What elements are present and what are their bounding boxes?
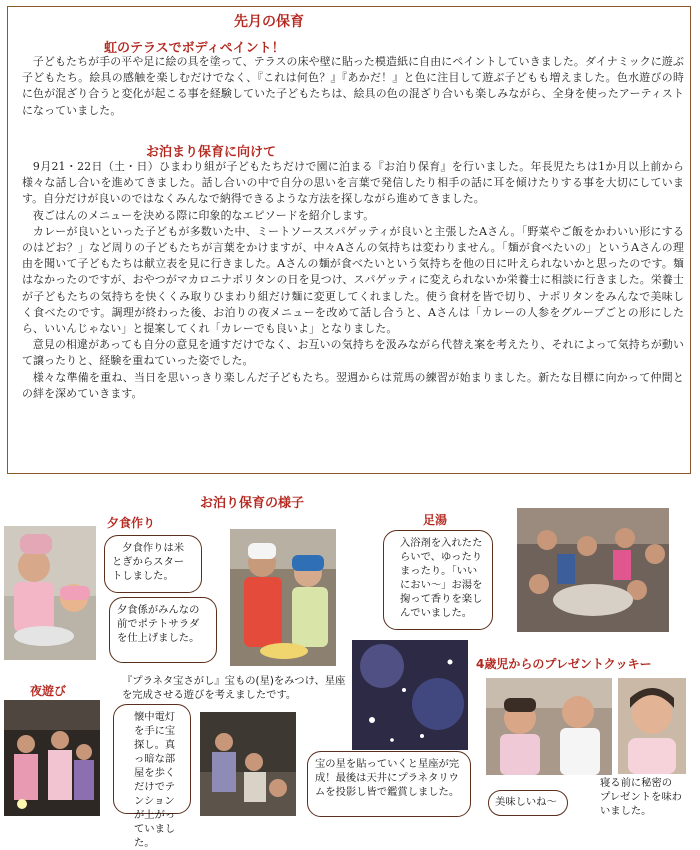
dinner-label: 夕食作り bbox=[107, 516, 156, 530]
section2-paragraph: 9月21・22日（土・日）ひまわり組が子どもたちだけで園に泊まる『お泊り保育』を行いました。年長児たちは1か月以上前から様々な話し合いを進めてきました。話し合いの中で自分の思いを言葉で発信したり相手の話に耳を傾けたりする事を大切にしています。自分だけが良いのではなくみんなで納得できるような方法を探しながら進めてきました。 bbox=[22, 160, 684, 206]
photo-footbath bbox=[517, 508, 669, 632]
dinner-bubble-salad: 夕食係がみんなの前でポテトサラダを仕上げました。 bbox=[109, 597, 217, 663]
section2-body bbox=[8, 159, 684, 402]
section2-paragraph: 様々な準備を重ね、当日を思いっきり楽しんだ子どもたち。翌週からは荒馬の練習が始まりました。新たな目標に向かって仲間との絆を深めていきます。 bbox=[22, 370, 684, 400]
photo-cookie-group bbox=[486, 678, 612, 775]
photo-cookie-girl bbox=[618, 678, 686, 774]
section1-paragraph: 子どもたちが手の平や足に絵の具を塗って、テラスの床や壁に貼った模造紙に自由にペイントしていきました。ダイナミックに遊ぶ子どもたち。絵具の感触を楽しむだけでなく、『これは何色？』『あかだ！』と色に注目して遊ぶ子どもも増えました。色水遊びの時に色が混ざり合うと変化が起こる事を経験していた子どもたちは、絵具の色の混ざり合いも楽しみながら、全身を使ったアーティストになっていました。 bbox=[22, 55, 684, 117]
section2-heading: お泊まり保育に向けて bbox=[146, 145, 277, 160]
night-bubble: 懐中電灯を手に宝探し。真っ暗な部屋を歩くだけでテンションが上がっていました。 bbox=[113, 704, 191, 814]
section1-heading: 虹のテラスでボディペイント！ bbox=[104, 41, 285, 56]
section2-paragraph: カレーが良いといった子どもが多数いた中、ミートソーススパゲッティが良いと主張したAさん。「野菜やご飯をかわいい形にするのはどお？」など周りの子どもたちが言葉をかけますが、中々Aさんの気持ちは変わりません。「麺が食べたいの」というAさんの理由を聞いて子どもたちは献立表を見に行きました。Aさんの麺が食べたいという気持ちを他の日に叶えられないかと思ったのです。麺はなかったのですが、おやつがマカロニナポリタンの日を見つけ、スパゲッティに変えられないか栄養士に相談に行きました。栄養士が子どもたちの気持ちを快くくみ取りひまわり組だけ麺に変更してくれました。使う食材を皆で切り、ナポリタンをみんなで美味しく食べたのです。調理が終わった後、お泊りの夜メニューを改めて話し合うと、Aさんは「カレーの人参をグループごとの形にしたら、いいんじゃない」と提案してくれ「カレーでも良いよ」となりました。 bbox=[22, 224, 684, 336]
photo-potato-salad bbox=[230, 529, 336, 666]
cookie-bubble: 美味しいね～ bbox=[488, 790, 568, 816]
dinner-bubble-rice: 夕食作りは米とぎからスタートしました。 bbox=[104, 535, 202, 593]
night-label: 夜遊び bbox=[30, 684, 67, 698]
footbath-label: 足湯 bbox=[423, 513, 448, 527]
photo-night-play bbox=[4, 700, 100, 816]
photo-planetarium bbox=[352, 640, 468, 750]
planetarium-caption: 『プラネタ宝さがし』宝もの(星)をみつけ、星座を完成させる遊びを考えましたです。 bbox=[122, 675, 346, 701]
footbath-bubble: 入浴剤を入れたたらいで、ゆったりまったり。「いいにおい～」お湯を掬って香りを楽しんでいました。 bbox=[383, 530, 493, 630]
gallery-title: お泊り保育の様子 bbox=[200, 496, 305, 511]
photo-star-hunt bbox=[200, 712, 296, 816]
photo-rice-washing bbox=[4, 526, 96, 660]
article-title: 先月の保育 bbox=[234, 14, 304, 30]
article-box bbox=[7, 6, 691, 474]
planetarium-bubble: 宝の星を貼っていくと星座が完成！最後は天井にプラネタリウムを投影し皆で鑑賞しました。 bbox=[307, 751, 471, 817]
section2-paragraph: 夜ごはんのメニューを決める際に印象的なエピソードを紹介します。 bbox=[32, 208, 375, 222]
cookie-caption: 寝る前に秘密のプレゼントを味わいました。 bbox=[600, 777, 682, 817]
cookie-label: 4歳児からのプレゼントクッキー bbox=[476, 657, 652, 671]
section2-paragraph: 意見の相違があっても自分の意見を通すだけでなく、お互いの気持ちを汲みながら代替え案を考えたり、それによって気持ちが動いて譲ったりと、経験を重ねていった姿でした。 bbox=[22, 338, 684, 368]
